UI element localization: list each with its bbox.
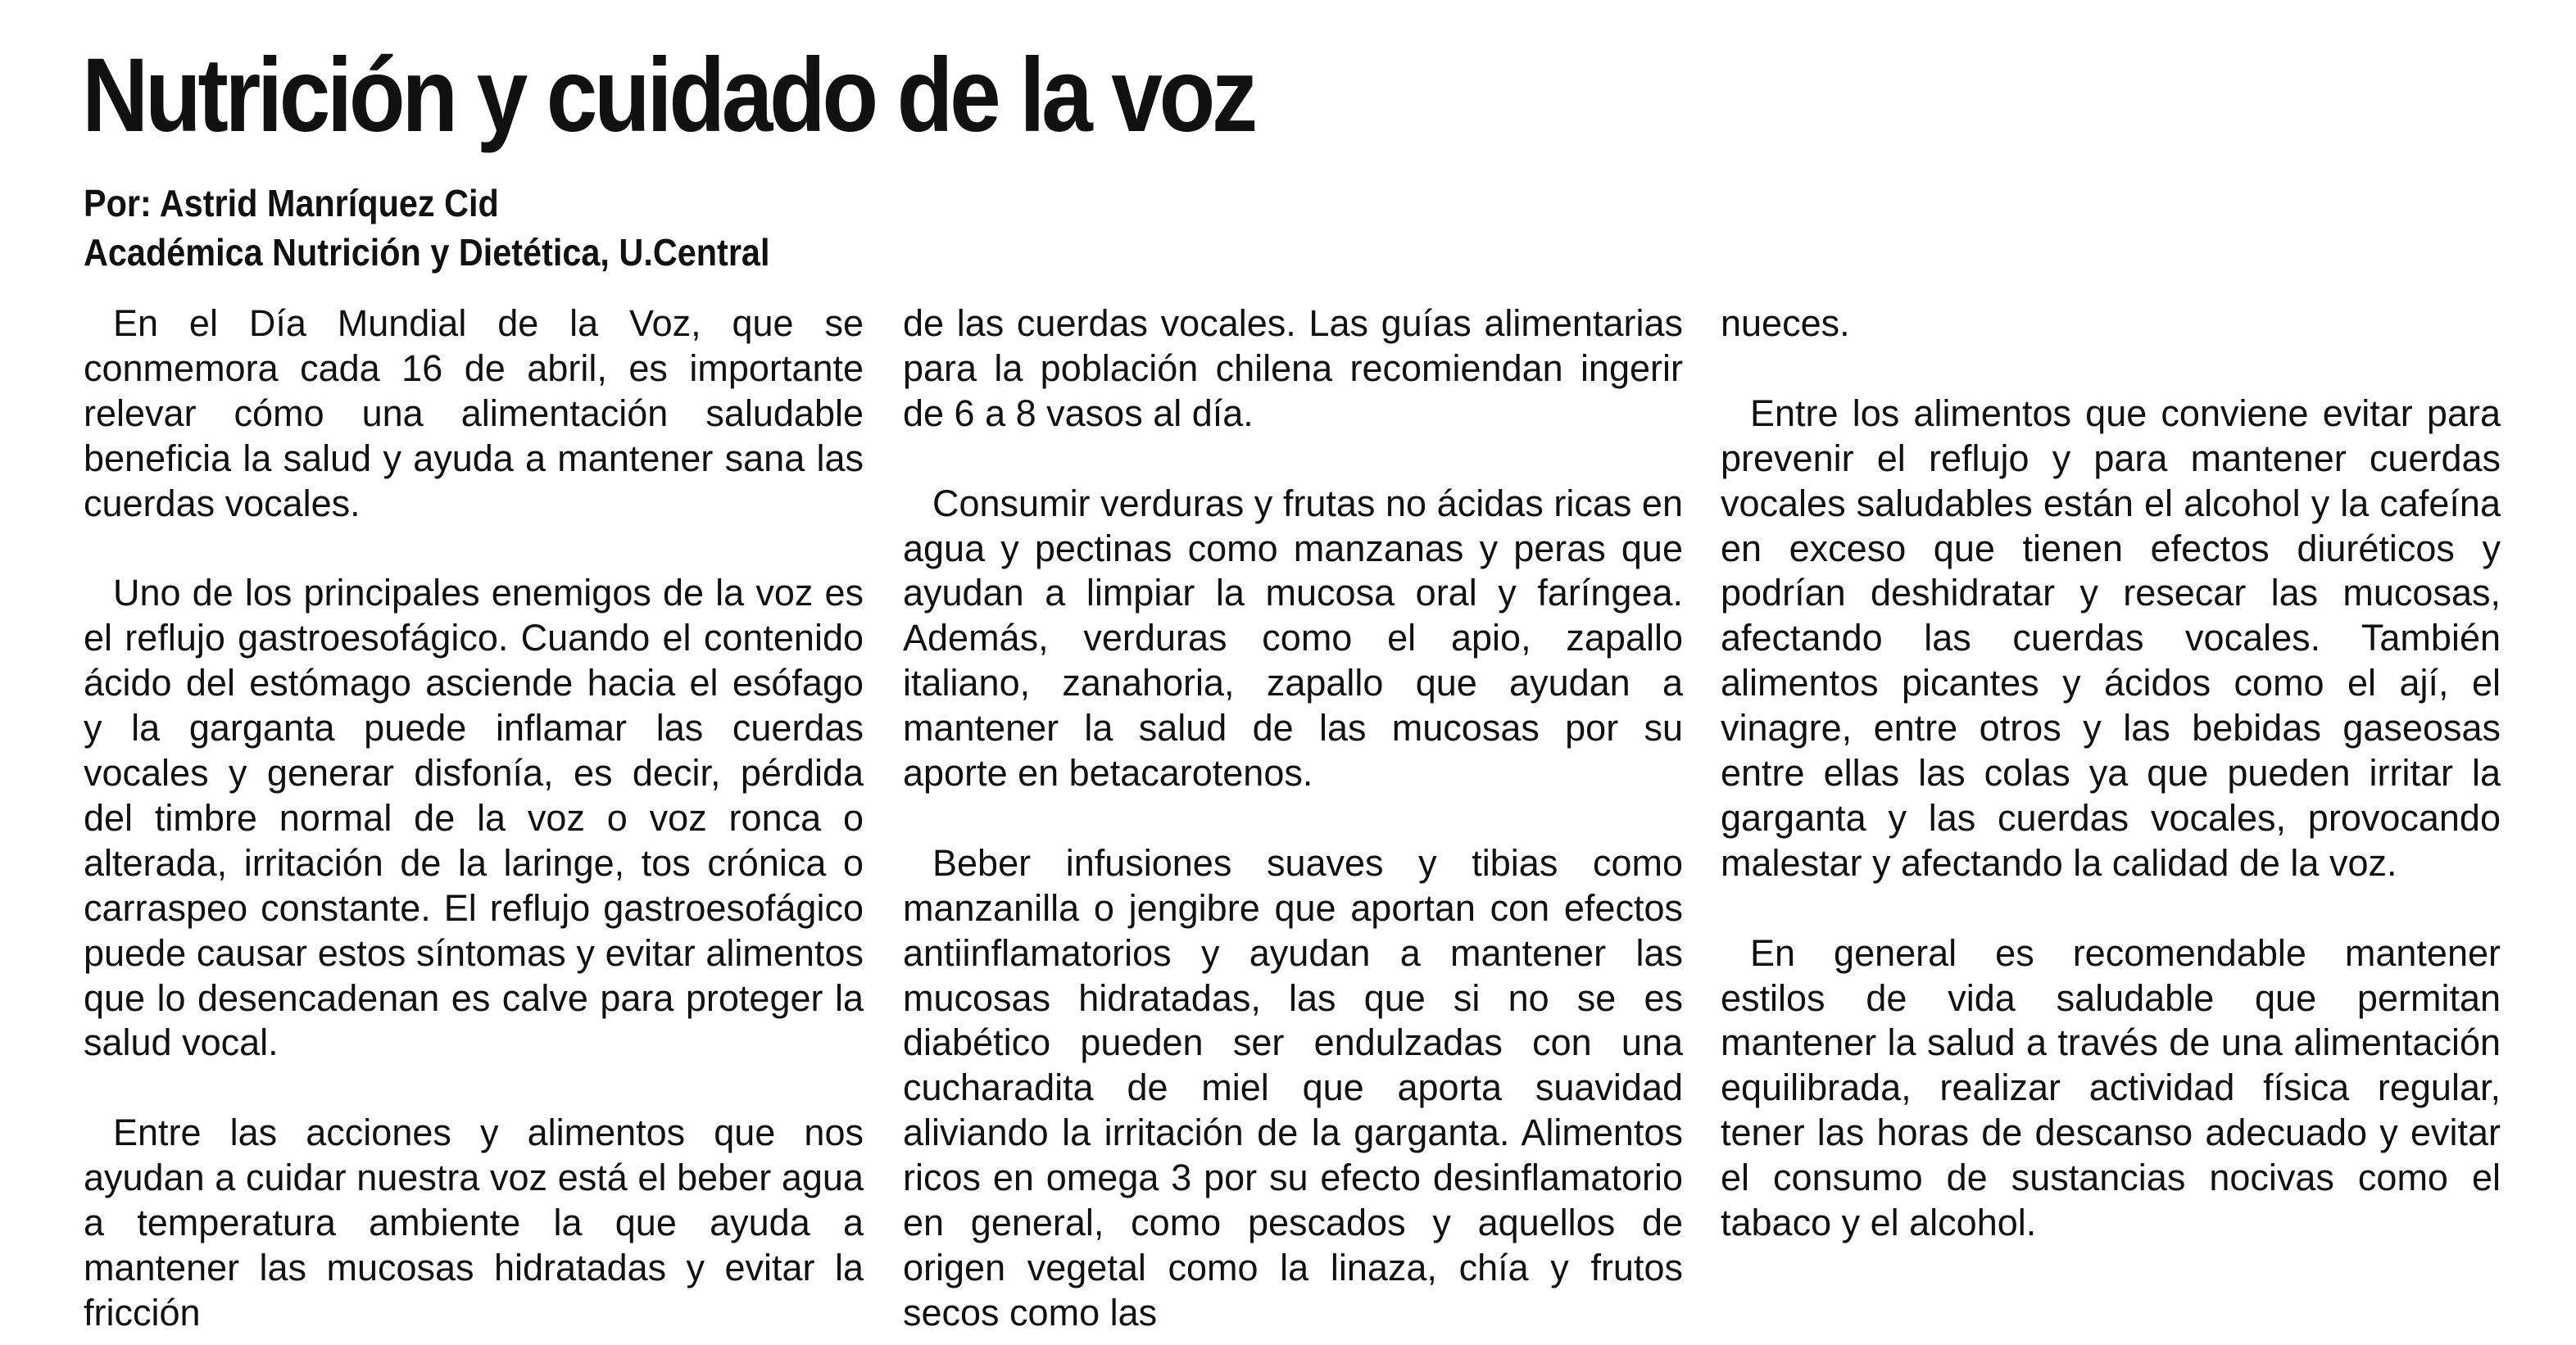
- text-column-2: [903, 301, 1683, 1336]
- paragraph: Entre las acciones y alimentos que nos ayudan a cuidar nuestra voz está el beber agua a temperatura ambiente la que ayuda a mantener las mucosas hidratadas y evitar la fricción: [84, 1112, 864, 1334]
- byline: [84, 179, 769, 277]
- text-column-1: [84, 301, 864, 1336]
- affiliation-line: Académica Nutrición y Dietética, U.Central: [84, 231, 770, 274]
- paragraph: En general es recomendable mantener estilos de vida saludable que permitan mantener la salud a través de una alimentación equilibrada, realizar actividad física regular, tener las horas de descanso adecuado y evitar el consumo de sustancias nocivas como el tabaco y el alcohol.: [1721, 931, 2501, 1244]
- paragraph: Beber infusiones suaves y tibias como manzanilla o jengibre que aportan con efectos antiinflamatorios y ayudan a mantener las mucosas hidratadas, las que si no se es diabético pueden ser endulzadas con una cucharadita de miel que aporta suavidad aliviando la irritación de la garganta. Alimentos ricos en omega 3 por su efecto desinflamatorio en general, como pescados y aquellos de origen vegetal como la linaza, chía y frutos secos como las: [903, 841, 1683, 1334]
- paragraph-continued: nueces.: [1721, 302, 1850, 344]
- article-title: Nutrición y cuidado de la voz: [82, 37, 1254, 154]
- paragraph: En el Día Mundial de la Voz, que se conmemora cada 16 de abril, es importante relevar cómo una alimentación saludable beneficia la salud y ayuda a mantener sana las cuerdas vocales.: [84, 302, 864, 524]
- paragraph: Entre los alimentos que conviene evitar para prevenir el reflujo y para mantener cuerdas vocales saludables están el alcohol y la cafeína en exceso que tienen efectos diuréticos y podrían deshidratar y resecar las mucosas, afectando las cuerdas vocales. También alimentos picantes y ácidos como el ají, el vinagre, entre otros y las bebidas gaseosas entre ellas las colas ya que pueden irritar la garganta y las cuerdas vocales, provocando malestar y afectando la calidad de la voz.: [1721, 392, 2501, 884]
- paragraph: Consumir verduras y frutas no ácidas ricas en agua y pectinas como manzanas y peras que ayudan a limpiar la mucosa oral y faríngea. Además, verduras como el apio, zapallo italiano, zanahoria, zapallo que ayudan a mantener la salud de las mucosas por su aporte en betacarotenos.: [903, 482, 1683, 795]
- text-column-3: [1721, 301, 2501, 1246]
- author-line: Por: Astrid Manríquez Cid: [84, 182, 499, 224]
- paragraph-continued: de las cuerdas vocales. Las guías alimentarias para la población chilena recomiendan ingerir de 6 a 8 vasos al día.: [903, 302, 1683, 434]
- paragraph: Uno de los principales enemigos de la voz es el reflujo gastroesofágico. Cuando el contenido ácido del estómago asciende hacia el esófago y la garganta puede inflamar las cuerdas vocales y generar disfonía, es decir, pérdida del timbre normal de la voz o voz ronca o alterada, irritación de la laringe, tos crónica o carraspeo constante. El reflujo gastroesofágico puede causar estos síntomas y evitar alimentos que lo desencadenan es calve para proteger la salud vocal.: [84, 572, 864, 1064]
